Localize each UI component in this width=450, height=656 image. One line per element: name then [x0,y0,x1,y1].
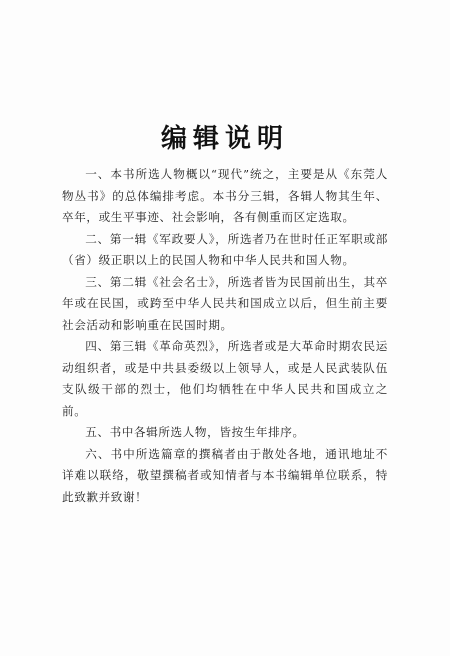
paragraph-5: 五、书中各辑所选人物，皆按生年排序。 [85,425,305,439]
document-body [62,164,388,508]
paragraph-2: 二、第一辑《军政要人》，所选者乃在世时任正军职或部（省）级正职以上的民国人物和中华人民共和国人物。 [62,231,388,267]
paragraph-6: 六、书中所选篇章的撰稿者由于散处各地，通讯地址不详难以联络，敬望撰稿者或知情者与本书编辑单位联系，特此致歉并致谢！ [62,446,388,504]
paragraph-1: 一、本书所选人物概以“现代”统之，主要是从《东莞人物丛书》的总体编排考虑。本书分三辑，各辑人物其生年、卒年，或生平事迹、社会影响，各有侧重而区定选取。 [62,167,388,224]
page-title: 编辑说明 [160,124,289,154]
paragraph-4: 四、第三辑《革命英烈》，所选者或是大革命时期农民运动组织者，或是中共县委级以上领导人，或是人民武装队伍支队级干部的烈士，他们均牺牲在中华人民共和国成立之前。 [62,339,388,418]
paragraph-3: 三、第二辑《社会名士》，所选者皆为民国前出生，其卒年或在民国，或跨至中华人民共和国成立以后，但生前主要社会活动和影响重在民国时期。 [62,274,388,332]
